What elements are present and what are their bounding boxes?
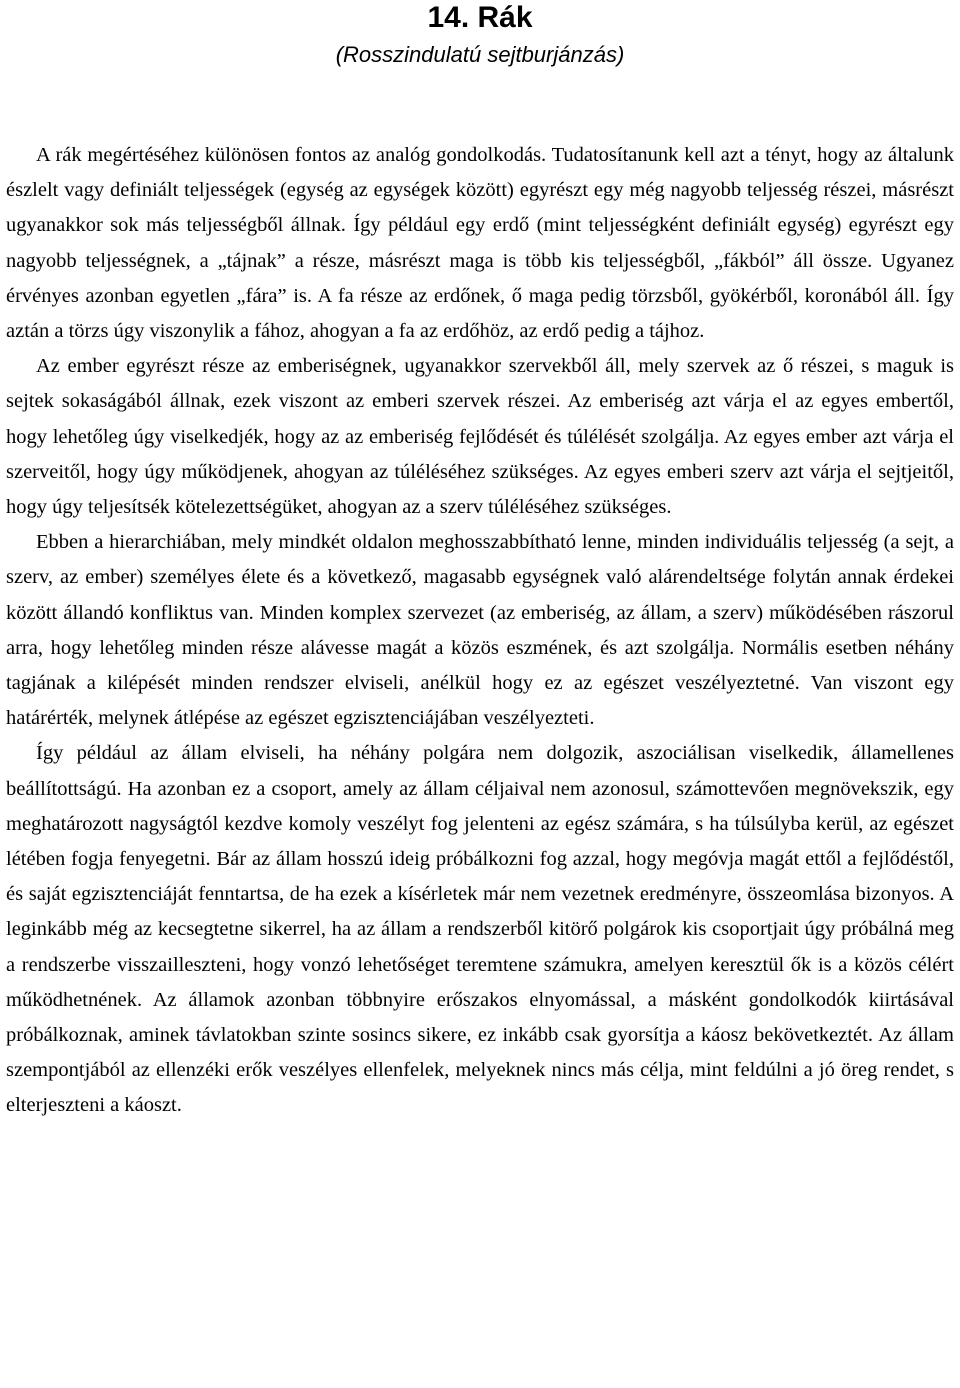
paragraph-2: Az ember egyrészt része az emberiségnek, ugyanakkor szervekből áll, mely szervek az ő részei, s maguk is sejtek sokaságából állnak, ezek viszont az emberi szervek részei. Az emberiség azt várja el az egyes embertől, hogy lehetőleg úgy viselkedjék, hogy az az emberiség fejlődését és túlélését szolgálja. Az egyes ember azt várja el szerveitől, hogy úgy működjenek, ahogyan az túléléséhez szükséges. Az egyes emberi szerv azt várja el sejtjeitől, hogy úgy teljesítsék kötelezettségüket, ahogyan az a szerv túléléséhez szükséges. <box>6 355 954 519</box>
chapter-title: 14. Rák <box>427 1 533 34</box>
document-page <box>6 0 954 1124</box>
paragraph-1: A rák megértéséhez különösen fontos az analóg gondolkodás. Tudatosítanunk kell azt a tényt, hogy az általunk észlelt vagy definiált teljességek (egység az egységek között) egyrészt egy még nagyobb teljesség részei, másrészt ugyanakkor sok más teljességből állnak. Így például egy erdő (mint teljességként definiált egység) egyrészt egy nagyobb teljességnek, a „tájnak” a része, másrészt maga is több kis teljességből, „fákból” áll össze. Ugyanez érvényes azonban egyetlen „fára” is. A fa része az erdőnek, ő maga pedig törzsből, gyökérből, koronából áll. Így aztán a törzs úgy viszonylik a fához, ahogyan a fa az erdőhöz, az erdő pedig a tájhoz. <box>6 144 954 343</box>
chapter-subtitle: (Rosszindulatú sejtburjánzás) <box>335 42 625 67</box>
body-text <box>6 138 954 1124</box>
paragraph-3: Ebben a hierarchiában, mely mindkét oldalon meghosszabbítható lenne, minden individuális teljesség (a sejt, a szerv, az ember) személyes élete és a következő, magasabb egységnek való alárendeltsége folytán annak érdekei között állandó konfliktus van. Minden komplex szervezet (az emberiség, az állam, a szerv) működésében rászorul arra, hogy lehetőleg minden része alávesse magát a közös eszmének, és azt szolgálja. Normális esetben néhány tagjának a kilépését minden rendszer elviseli, anélkül hogy ez az egészet veszélyeztetné. Van viszont egy határérték, melynek átlépése az egészet egzisztenciájában veszélyezteti. <box>6 531 954 730</box>
paragraph-4: Így például az állam elviseli, ha néhány polgára nem dolgozik, aszociálisan viselkedik, államellenes beállítottságú. Ha azonban ez a csoport, amely az állam céljaival nem azonosul, számottevően megnövekszik, egy meghatározott nagyságtól kezdve komoly veszélyt fog jelenteni az egész számára, s ha túlsúlyba kerül, az egészet létében fogja fenyegetni. Bár az állam hosszú ideig próbálkozni fog azzal, hogy megóvja magát ettől a fejlődéstől, és saját egzisztenciáját fenntartsa, de ha ezek a kísérletek már nem vezetnek eredményre, összeomlása bizonyos. A leginkább még az kecsegtetne sikerrel, ha az állam a rendszerből kitörő polgárok kis csoportjait úgy próbálná meg a rendszerbe visszailleszteni, hogy vonzó lehetőséget teremtene számukra, amelyen keresztül ők is a közös célért működhetnének. Az államok azonban többnyire erőszakos elnyomással, a másként gondolkodók kiirtásával próbálkoznak, aminek távlatokban szinte sosincs sikere, ez inkább csak gyorsítja a káosz bekövetkeztét. Az állam szempontjából az ellenzéki erők veszélyes ellenfelek, melyeknek nincs más célja, mint feldúlni a jó öreg rendet, s elterjeszteni a káoszt. <box>6 742 954 1117</box>
